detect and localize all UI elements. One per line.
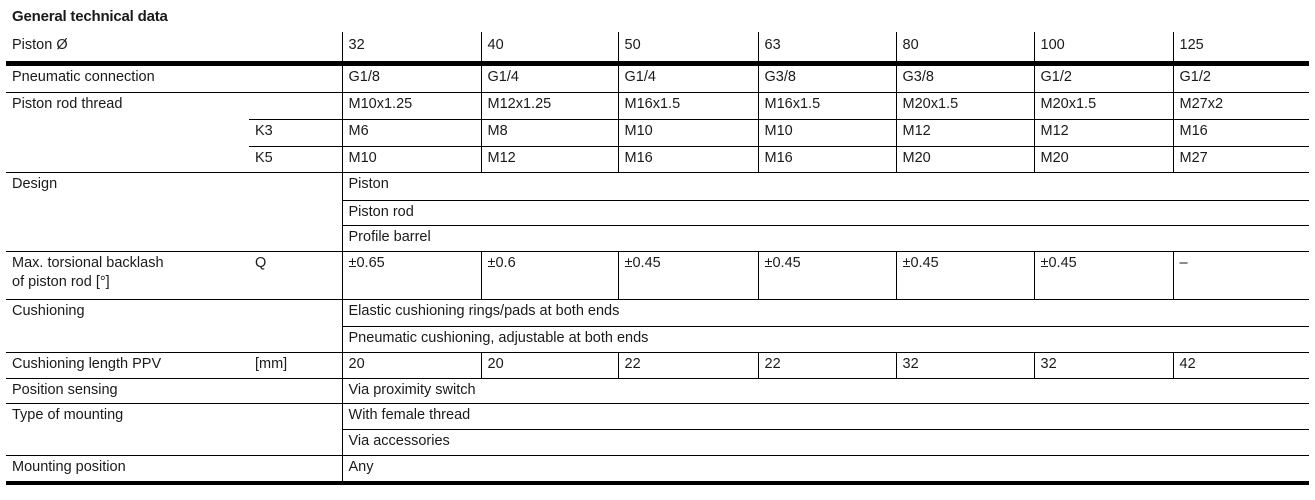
table-cell: Via proximity switch [342, 379, 1309, 404]
table-row [6, 226, 1309, 252]
header-row [6, 32, 1309, 64]
table-row [6, 93, 1309, 120]
table-cell: 32 [1034, 353, 1173, 379]
table-cell: ±0.45 [896, 252, 1034, 300]
table-title: General technical data [12, 8, 168, 25]
variant-code: Q [249, 252, 342, 300]
table-cell: G1/4 [481, 64, 618, 93]
table-cell: M10 [618, 120, 758, 147]
table-cell: M20x1.5 [1034, 93, 1173, 120]
table-cell: Piston rod [342, 201, 1309, 226]
variant-code: K5 [249, 147, 342, 173]
table-cell: 42 [1173, 353, 1309, 379]
row-label: Position sensing [6, 379, 249, 404]
row-label: Pneumatic connection [6, 64, 342, 93]
size-header: 32 [342, 32, 481, 64]
table-row [6, 201, 1309, 226]
table-cell: ±0.65 [342, 252, 481, 300]
row-label-line: Max. torsional backlash [12, 255, 164, 271]
size-header: 125 [1173, 32, 1309, 64]
size-header: 80 [896, 32, 1034, 64]
row-label: Cushioning [12, 303, 85, 319]
table-cell: G3/8 [758, 64, 896, 93]
table-cell: M6 [342, 120, 481, 147]
table-cell: M16 [1173, 120, 1309, 147]
row-label: Mounting position [6, 456, 249, 484]
table-cell: M10 [342, 147, 481, 173]
table-cell: M20 [1034, 147, 1173, 173]
size-header: 100 [1034, 32, 1173, 64]
size-header: 63 [758, 32, 896, 64]
table-cell: ±0.6 [481, 252, 618, 300]
size-header: 40 [481, 32, 618, 64]
table-cell: ±0.45 [1034, 252, 1173, 300]
technical-data-table [6, 32, 1309, 485]
table-row [6, 379, 1309, 404]
row-label: Cushioning length PPV [6, 353, 249, 379]
row-label: Piston rod thread [12, 96, 123, 112]
table-cell: Profile barrel [342, 226, 1309, 252]
table-row [6, 64, 1309, 93]
table-cell: 22 [758, 353, 896, 379]
variant-code: K3 [249, 120, 342, 147]
table-cell: M10 [758, 120, 896, 147]
table-cell: G1/2 [1173, 64, 1309, 93]
table-cell: Elastic cushioning rings/pads at both ends [342, 300, 1309, 327]
table-cell: Via accessories [342, 430, 1309, 456]
table-cell: With female thread [342, 404, 1309, 430]
table-row [6, 430, 1309, 456]
table-cell: G1/2 [1034, 64, 1173, 93]
table-row [6, 120, 1309, 147]
size-header: 50 [618, 32, 758, 64]
table-cell: 22 [618, 353, 758, 379]
table-cell: M16x1.5 [618, 93, 758, 120]
table-cell: M16 [758, 147, 896, 173]
row-label: Type of mounting [12, 407, 124, 423]
table-cell: M12x1.25 [481, 93, 618, 120]
row-label-line: of piston rod [°] [12, 274, 110, 290]
table-row [6, 252, 1309, 300]
table-cell: M10x1.25 [342, 93, 481, 120]
table-row [6, 456, 1309, 484]
table-row [6, 327, 1309, 353]
table-cell: – [1173, 252, 1309, 300]
table-cell: M20x1.5 [896, 93, 1034, 120]
table-cell: G1/8 [342, 64, 481, 93]
table-cell: M16 [618, 147, 758, 173]
table-cell: G1/4 [618, 64, 758, 93]
table-row [6, 173, 1309, 201]
table-cell: Pneumatic cushioning, adjustable at both ends [342, 327, 1309, 353]
table-cell: Any [342, 456, 1309, 484]
table-cell: 20 [342, 353, 481, 379]
header-label: Piston Ø [6, 32, 342, 64]
table-cell: Piston [342, 173, 1309, 201]
table-cell: M12 [481, 147, 618, 173]
table-row [6, 300, 1309, 327]
table-cell: M20 [896, 147, 1034, 173]
table-row [6, 404, 1309, 430]
table-cell: ±0.45 [618, 252, 758, 300]
table-cell: G3/8 [896, 64, 1034, 93]
table-row [6, 147, 1309, 173]
table-cell: M16x1.5 [758, 93, 896, 120]
table-cell: ±0.45 [758, 252, 896, 300]
table-cell: M12 [1034, 120, 1173, 147]
row-label [6, 252, 249, 300]
unit-label: [mm] [249, 353, 342, 379]
table-cell: M8 [481, 120, 618, 147]
row-label: Design [12, 176, 58, 192]
table-cell: 20 [481, 353, 618, 379]
table-cell: M27 [1173, 147, 1309, 173]
table-cell: 32 [896, 353, 1034, 379]
table-cell: M12 [896, 120, 1034, 147]
table-cell: M27x2 [1173, 93, 1309, 120]
table-row [6, 353, 1309, 379]
